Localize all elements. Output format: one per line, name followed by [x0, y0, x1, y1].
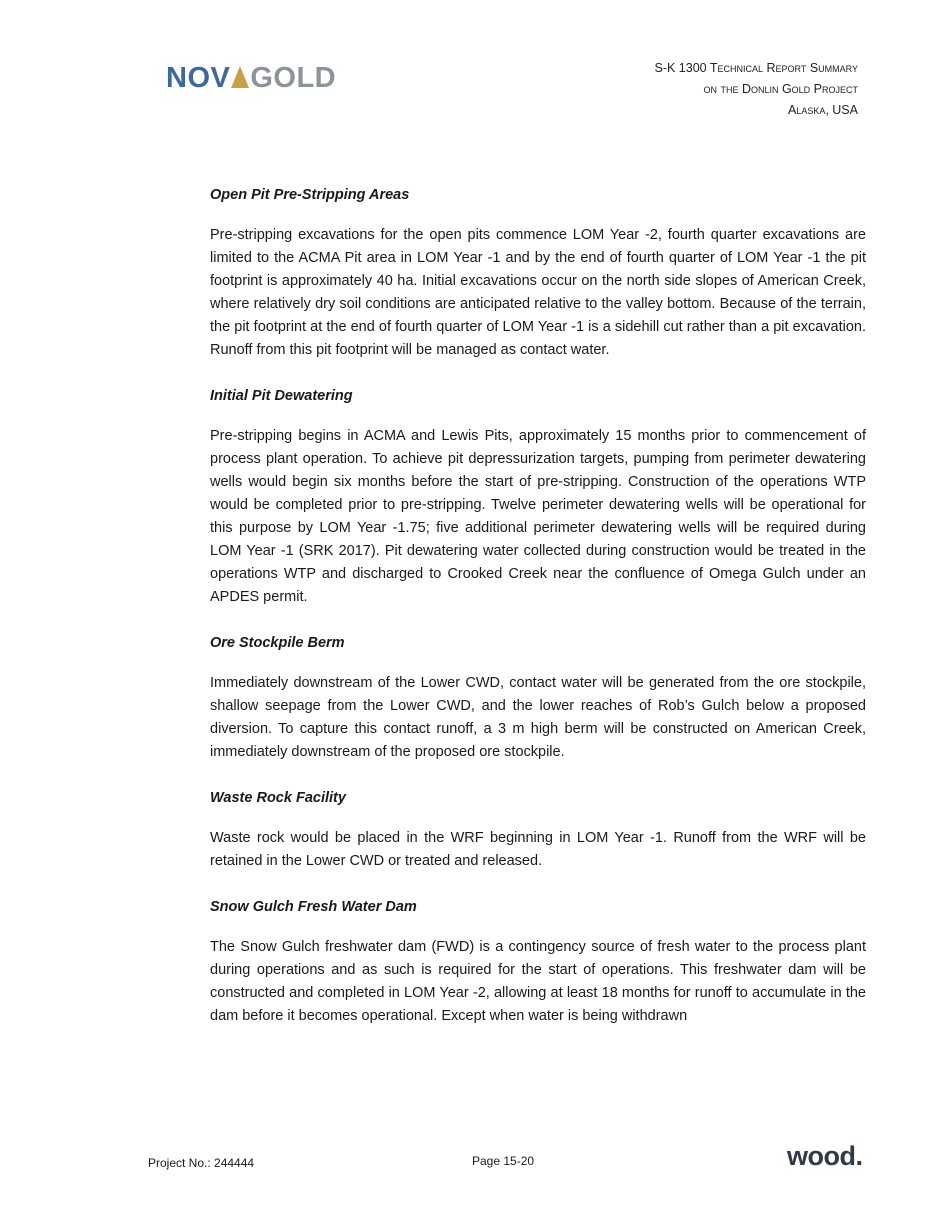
- wood-logo: wood.: [787, 1141, 863, 1171]
- section-heading: Open Pit Pre-Stripping Areas: [210, 187, 410, 203]
- report-header: [655, 58, 859, 121]
- section-paragraph: Pre-stripping begins in ACMA and Lewis Pits, approximately 15 months prior to commencement of process plant operation. To achieve pit depressurization targets, pumping from perimeter dewatering wells would begin six months before the start of pre-stripping. Construction of the operations WTP would be completed prior to pre-stripping. Twelve perimeter dewatering wells will be operational for this purpose by LOM Year -1.75; five additional perimeter dewatering wells will be required during LOM Year -1 (SRK 2017). Pit dewatering water collected during construction would be treated in the operations WTP and discharged to Crooked Creek near the confluence of Omega Gulch under an APDES permit.: [210, 428, 866, 605]
- page-number: Page 15-20: [472, 1154, 535, 1168]
- header-line-3: Alaska, USA: [787, 103, 858, 117]
- section-paragraph: Waste rock would be placed in the WRF beginning in LOM Year -1. Runoff from the WRF will be retained in the Lower CWD or treated and released.: [210, 830, 866, 869]
- section-waste-rock: [210, 787, 866, 873]
- section-pit-dewatering: [210, 385, 866, 609]
- section-paragraph: Immediately downstream of the Lower CWD, contact water will be generated from the ore stockpile, shallow seepage from the Lower CWD, and the lower reaches of Rob’s Gulch below a proposed diversion. To capture this contact runoff, a 3 m high berm will be constructed on American Creek, immediately downstream of the proposed ore stockpile.: [210, 675, 866, 760]
- section-ore-stockpile: [210, 632, 866, 764]
- section-paragraph: Pre-stripping excavations for the open pits commence LOM Year -2, fourth quarter excavations are limited to the ACMA Pit area in LOM Year -1 and by the end of fourth quarter of LOM Year -1 the pit footprint is approximately 40 ha. Initial excavations occur on the north side slopes of American Creek, where relatively dry soil conditions are anticipated relative to the valley bottom. Because of the terrain, the pit footprint at the end of fourth quarter of LOM Year -1 is a sidehill cut rather than a pit excavation. Runoff from this pit footprint will be managed as contact water.: [210, 227, 866, 358]
- section-paragraph: The Snow Gulch freshwater dam (FWD) is a contingency source of fresh water to the process plant during operations and as such is required for the start of operations. This freshwater dam will be constructed and completed in LOM Year -2, allowing at least 18 months for runoff to accumulate in the dam before it becomes operational. Except when water is being withdrawn: [210, 939, 866, 1024]
- section-heading: Ore Stockpile Berm: [210, 635, 345, 651]
- novagold-logo: NOV GOLD: [166, 62, 337, 94]
- section-open-pit: [210, 184, 866, 362]
- section-heading: Initial Pit Dewatering: [210, 388, 353, 404]
- header-line-2: on the Donlin Gold Project: [703, 82, 858, 96]
- logo-triangle-icon: [231, 66, 249, 88]
- section-heading: Snow Gulch Fresh Water Dam: [210, 899, 417, 915]
- header-line-1: S-K 1300 Technical Report Summary: [654, 61, 858, 75]
- section-heading: Waste Rock Facility: [210, 790, 346, 806]
- document-body: [210, 184, 866, 1051]
- project-number: Project No.: 244444: [148, 1156, 255, 1170]
- section-snow-gulch: [210, 896, 866, 1028]
